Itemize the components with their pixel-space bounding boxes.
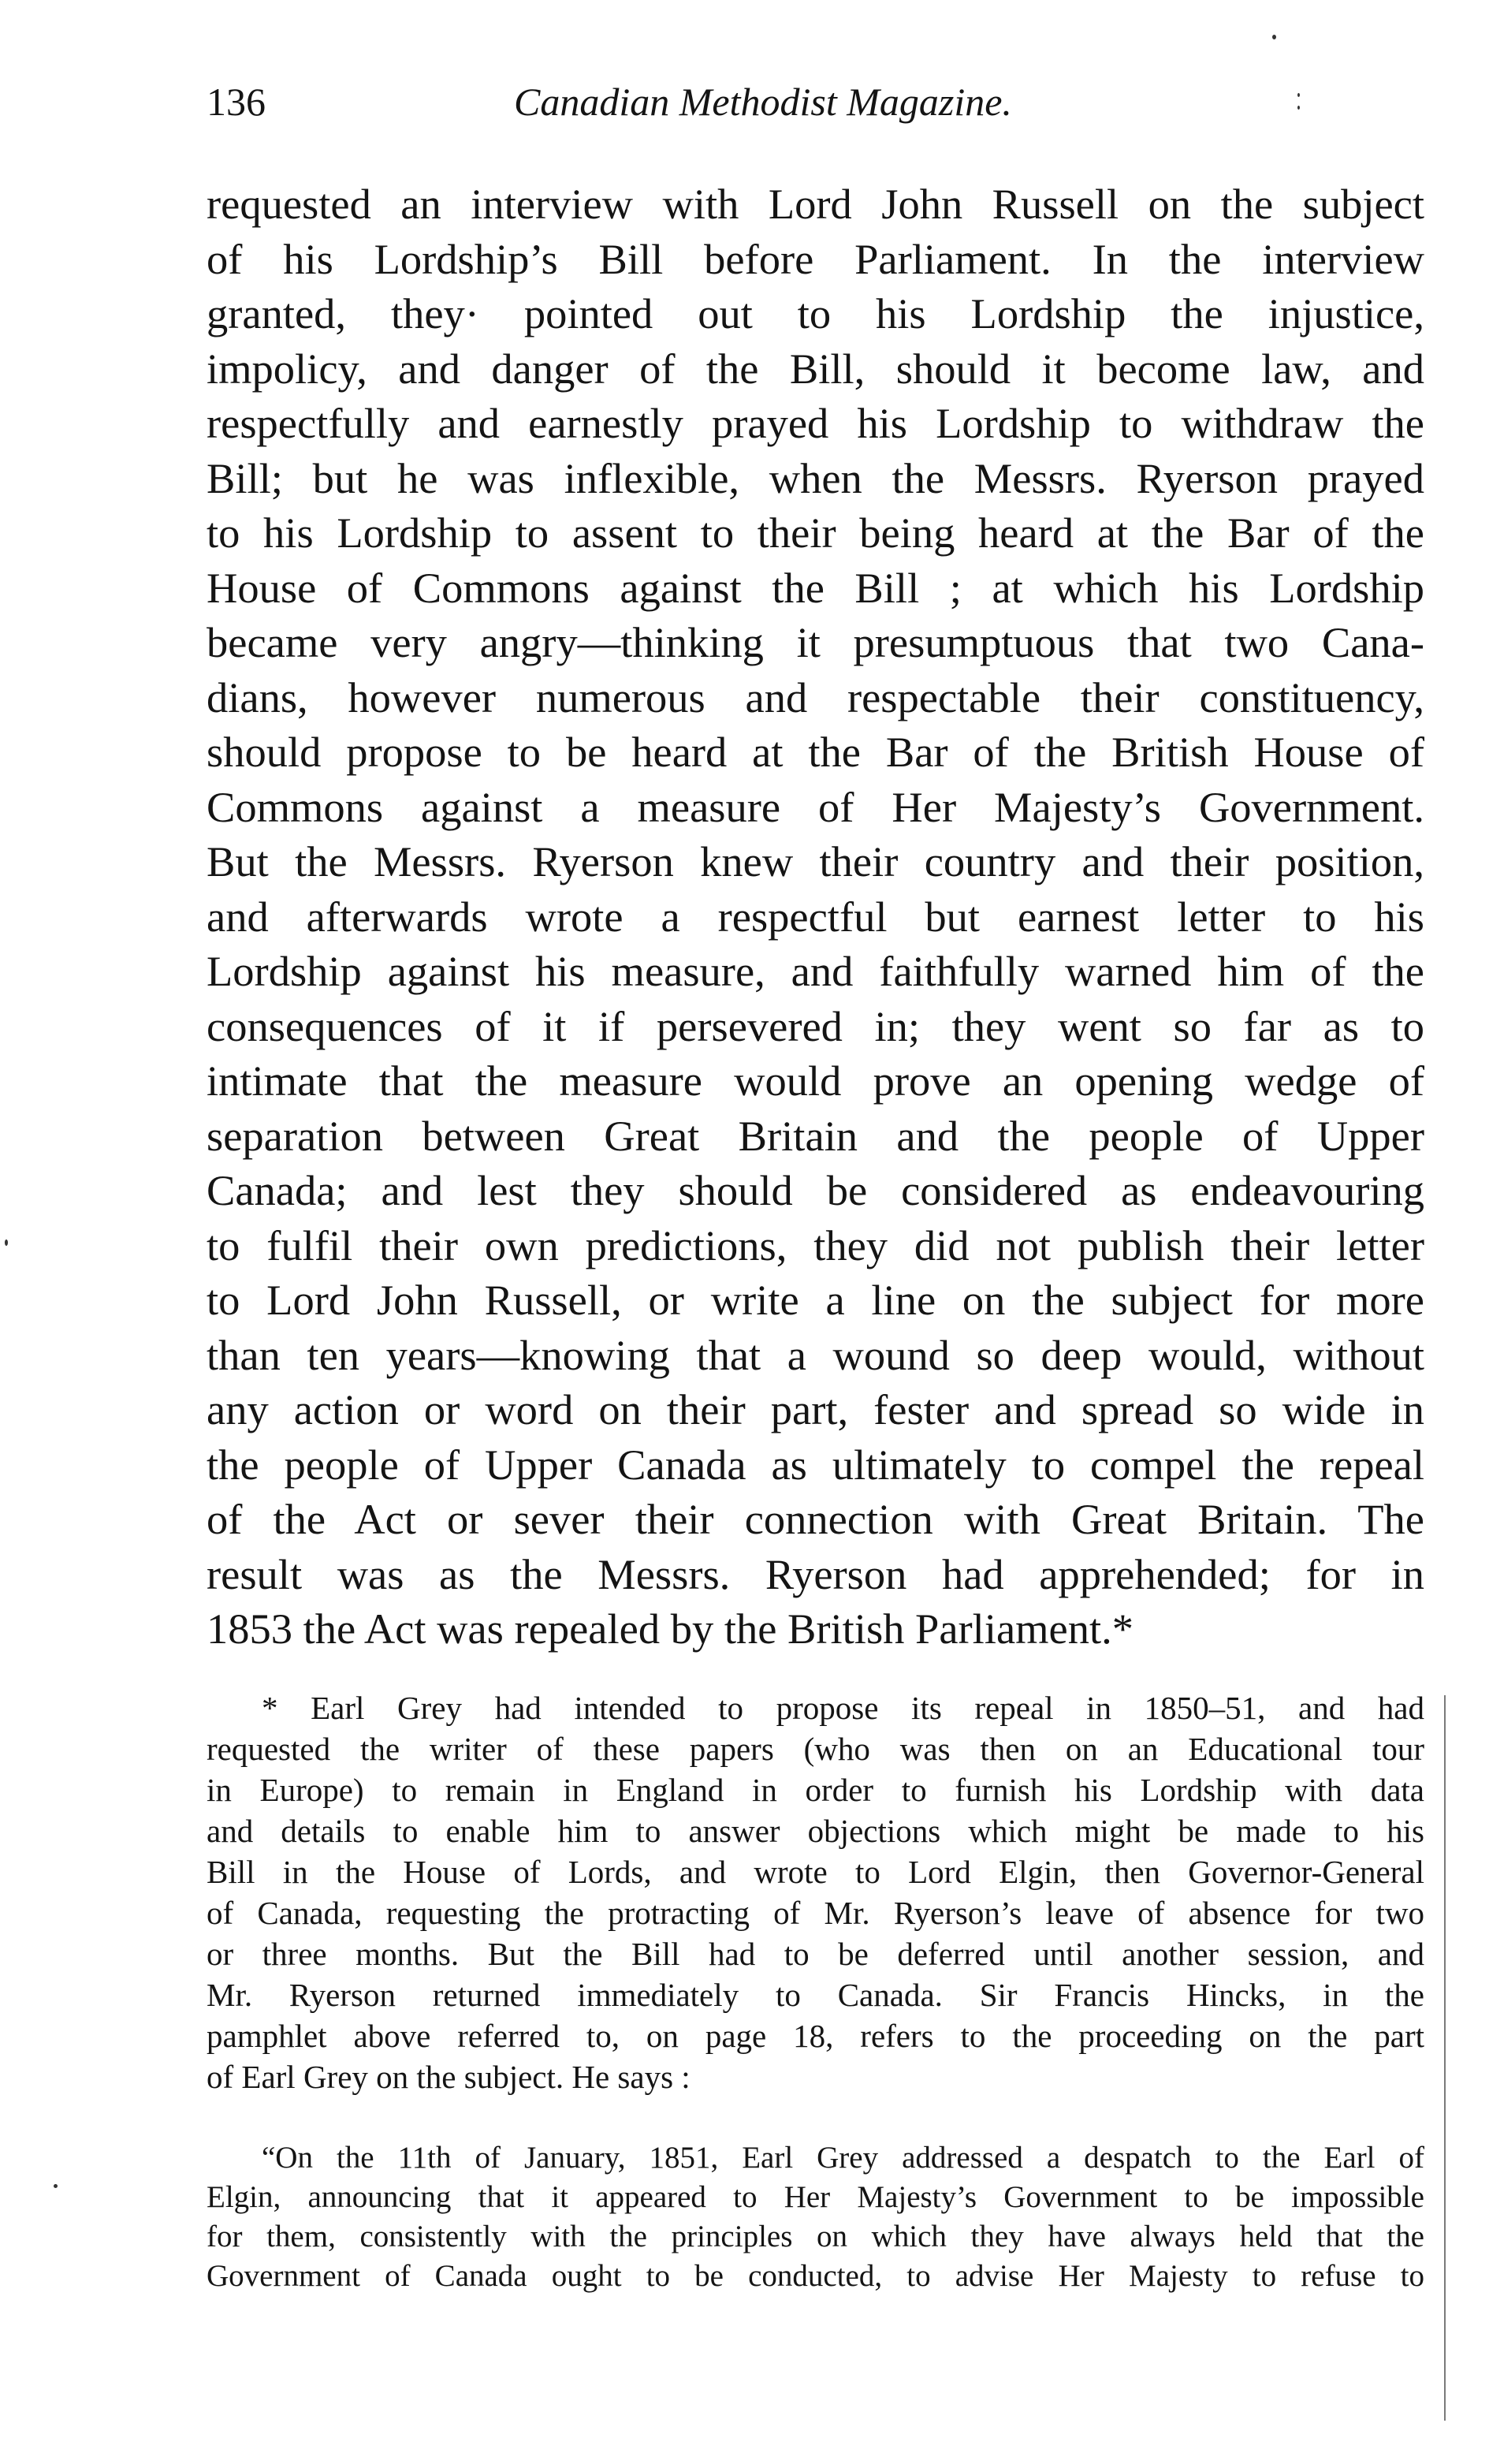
text-line: Bill; but he was inflexible, when the Messrs. Ryerson prayed: [207, 453, 1424, 502]
footnote-line: of Canada, requesting the protracting of Mr. Ryerson’s leave of absence for two: [207, 1895, 1424, 1931]
footnote-line: * Earl Grey had intended to propose its repeal in 1850–51, and had: [262, 1690, 1424, 1726]
text-line: than ten years—knowing that a wound so deep would, without: [207, 1330, 1424, 1379]
scan-speck: [1297, 106, 1300, 110]
footnote-line: requested the writer of these papers (who was then on an Educational tour: [207, 1731, 1424, 1767]
footnote-line: of Earl Grey on the subject. He says :: [207, 2059, 691, 2095]
page-header: [207, 79, 1363, 142]
text-line: to fulfil their own predictions, they did not publish their letter: [207, 1221, 1424, 1269]
text-line: Commons against a measure of Her Majesty’s Government.: [207, 782, 1424, 831]
footnote-line: in Europe) to remain in England in order to furnish his Lordship with data: [207, 1772, 1424, 1808]
text-line: result was as the Messrs. Ryerson had apprehended; for in: [207, 1549, 1424, 1598]
text-line: of the Act or sever their connection with Great Britain. The: [207, 1495, 1424, 1543]
main-text: [207, 177, 1424, 1657]
text-line: and afterwards wrote a respectful but earnest letter to his: [207, 892, 1424, 941]
text-line: requested an interview with Lord John Russell on the subject: [207, 180, 1424, 228]
text-line: Canada; and lest they should be considered as endeavouring: [207, 1166, 1424, 1214]
text-line: impolicy, and danger of the Bill, should it become law, and: [207, 344, 1424, 393]
footnote: [207, 1687, 1424, 2097]
footnote-line: Bill in the House of Lords, and wrote to Lord Elgin, then Governor-General: [207, 1854, 1424, 1890]
text-line: consequences of it if persevered in; they went so far as to: [207, 1001, 1424, 1050]
quotation-line: Elgin, announcing that it appeared to Her Majesty’s Government to be impossible: [207, 2180, 1424, 2214]
scan-speck: [54, 2184, 58, 2188]
text-line: became very angry—thinking it presumptuous that two Cana-: [207, 618, 1424, 666]
quotation-line: “On the 11th of January, 1851, Earl Grey addressed a despatch to the Earl of: [262, 2141, 1424, 2175]
text-line: respectfully and earnestly prayed his Lordship to withdraw the: [207, 399, 1424, 447]
text-line: of his Lordship’s Bill before Parliament. In the interview: [207, 234, 1424, 283]
text-line: separation between Great Britain and the people of Upper: [207, 1111, 1424, 1160]
scan-speck: [5, 1239, 8, 1246]
text-line: intimate that the measure would prove an opening wedge of: [207, 1057, 1424, 1105]
running-title: Canadian Methodist Magazine.: [514, 80, 1012, 124]
text-line: House of Commons against the Bill ; at which his Lordship: [207, 563, 1424, 612]
text-line: any action or word on their part, fester and spread so wide in: [207, 1385, 1424, 1433]
footnote-line: Mr. Ryerson returned immediately to Canada. Sir Francis Hincks, in the: [207, 1977, 1424, 2013]
text-line: Lordship against his measure, and faithfully warned him of the: [207, 947, 1424, 995]
text-line: should propose to be heard at the Bar of the British House of: [207, 728, 1424, 776]
scan-speck: [1297, 93, 1300, 97]
text-line: dians, however numerous and respectable their constituency,: [207, 673, 1424, 721]
text-line: the people of Upper Canada as ultimately to compel the repeal: [207, 1440, 1424, 1489]
text-line: But the Messrs. Ryerson knew their country and their position,: [207, 837, 1424, 885]
text-line: to his Lordship to assent to their being heard at the Bar of the: [207, 509, 1424, 557]
text-line: 1853 the Act was repealed by the British Parliament.*: [207, 1605, 1134, 1653]
quotation-line: Government of Canada ought to be conducted, to advise Her Majesty to refuse to: [207, 2259, 1424, 2293]
footnote-quotation: [207, 2138, 1424, 2296]
quotation-line: for them, consistently with the principles on which they have always held that the: [207, 2220, 1424, 2253]
footnote-line: or three months. But the Bill had to be deferred until another session, and: [207, 1936, 1424, 1972]
footnote-line: pamphlet above referred to, on page 18, refers to the proceeding on the part: [207, 2018, 1424, 2054]
page-number: 136: [207, 80, 266, 124]
scan-speck: [1272, 35, 1276, 39]
text-line: granted, they· pointed out to his Lordship the injustice,: [207, 289, 1424, 337]
footnote-line: and details to enable him to answer objections which might be made to his: [207, 1813, 1424, 1849]
margin-rule: [1444, 1695, 1446, 2421]
text-line: to Lord John Russell, or write a line on the subject for more: [207, 1276, 1424, 1324]
